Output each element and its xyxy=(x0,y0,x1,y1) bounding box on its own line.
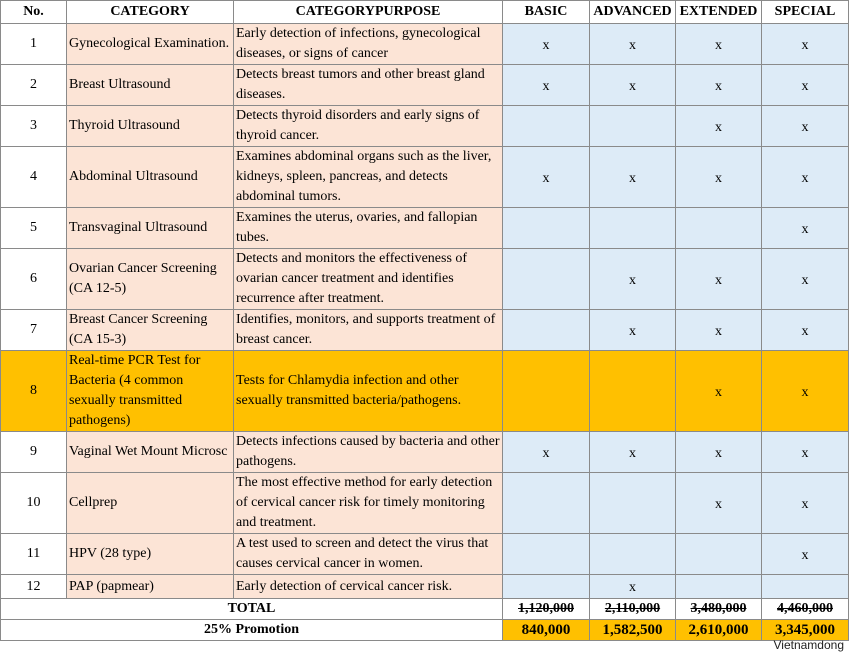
row-number: 1 xyxy=(1,24,67,65)
row-special-mark: x xyxy=(762,65,849,106)
table-row xyxy=(1,106,849,147)
row-basic-mark xyxy=(503,106,590,147)
header-advanced: ADVANCED xyxy=(590,1,676,24)
row-purpose: Detects infections caused by bacteria and other pathogens. xyxy=(234,432,503,473)
row-purpose: Detects thyroid disorders and early signs of thyroid cancer. xyxy=(234,106,503,147)
row-extended-mark: x xyxy=(676,310,762,351)
row-basic-mark xyxy=(503,249,590,310)
row-number: 4 xyxy=(1,147,67,208)
row-special-mark: x xyxy=(762,24,849,65)
row-special-mark: x xyxy=(762,106,849,147)
row-extended-mark: x xyxy=(676,106,762,147)
row-category: Cellprep xyxy=(67,473,234,534)
row-advanced-mark: x xyxy=(590,249,676,310)
row-advanced-mark: x xyxy=(590,24,676,65)
row-special-mark: x xyxy=(762,351,849,432)
row-category: Real-time PCR Test for Bacteria (4 common sexually transmitted pathogens) xyxy=(67,351,234,432)
row-extended-mark xyxy=(676,534,762,575)
header-row xyxy=(1,1,849,24)
total-advanced-price: 2,110,000 xyxy=(590,599,676,620)
row-category: Vaginal Wet Mount Microsc xyxy=(67,432,234,473)
row-category: Breast Cancer Screening (CA 15-3) xyxy=(67,310,234,351)
header-purpose: CATEGORYPURPOSE xyxy=(234,1,503,24)
row-basic-mark xyxy=(503,575,590,599)
row-advanced-mark: x xyxy=(590,575,676,599)
row-number: 11 xyxy=(1,534,67,575)
row-category: Thyroid Ultrasound xyxy=(67,106,234,147)
table-row xyxy=(1,473,849,534)
header-special: SPECIAL xyxy=(762,1,849,24)
promotion-basic-price: 840,000 xyxy=(503,620,590,641)
row-special-mark xyxy=(762,575,849,599)
row-purpose: Early detection of cervical cancer risk. xyxy=(234,575,503,599)
table-row xyxy=(1,24,849,65)
row-number: 10 xyxy=(1,473,67,534)
row-purpose: Examines the uterus, ovaries, and fallopian tubes. xyxy=(234,208,503,249)
row-special-mark: x xyxy=(762,432,849,473)
row-purpose: Tests for Chlamydia infection and other sexually transmitted bacteria/pathogens. xyxy=(234,351,503,432)
table-row xyxy=(1,249,849,310)
row-advanced-mark xyxy=(590,106,676,147)
row-advanced-mark xyxy=(590,351,676,432)
promotion-label: 25% Promotion xyxy=(1,620,503,641)
row-number: 6 xyxy=(1,249,67,310)
row-extended-mark: x xyxy=(676,351,762,432)
row-extended-mark: x xyxy=(676,432,762,473)
row-category: Abdominal Ultrasound xyxy=(67,147,234,208)
row-advanced-mark: x xyxy=(590,310,676,351)
row-purpose: Detects breast tumors and other breast gland diseases. xyxy=(234,65,503,106)
row-category: Gynecological Examination. xyxy=(67,24,234,65)
row-special-mark: x xyxy=(762,534,849,575)
row-basic-mark: x xyxy=(503,432,590,473)
row-basic-mark xyxy=(503,351,590,432)
row-category: Ovarian Cancer Screening (CA 12-5) xyxy=(67,249,234,310)
row-category: Breast Ultrasound xyxy=(67,65,234,106)
row-number: 8 xyxy=(1,351,67,432)
row-number: 7 xyxy=(1,310,67,351)
promotion-advanced-price: 1,582,500 xyxy=(590,620,676,641)
row-number: 9 xyxy=(1,432,67,473)
row-basic-mark xyxy=(503,208,590,249)
row-purpose: The most effective method for early detection of cervical cancer risk for timely monitoring and treatment. xyxy=(234,473,503,534)
header-basic: BASIC xyxy=(503,1,590,24)
header-no: No. xyxy=(1,1,67,24)
row-advanced-mark xyxy=(590,473,676,534)
header-extended: EXTENDED xyxy=(676,1,762,24)
table-row-highlighted xyxy=(1,351,849,432)
total-special-price: 4,460,000 xyxy=(762,599,849,620)
row-basic-mark xyxy=(503,310,590,351)
row-category: Transvaginal Ultrasound xyxy=(67,208,234,249)
row-basic-mark: x xyxy=(503,147,590,208)
row-extended-mark: x xyxy=(676,249,762,310)
promotion-row xyxy=(1,620,849,641)
row-basic-mark xyxy=(503,534,590,575)
row-category: HPV (28 type) xyxy=(67,534,234,575)
row-basic-mark: x xyxy=(503,24,590,65)
row-special-mark: x xyxy=(762,208,849,249)
promotion-extended-price: 2,610,000 xyxy=(676,620,762,641)
row-special-mark: x xyxy=(762,473,849,534)
row-purpose: A test used to screen and detect the virus that causes cervical cancer in women. xyxy=(234,534,503,575)
row-extended-mark: x xyxy=(676,24,762,65)
row-purpose: Detects and monitors the effectiveness of ovarian cancer treatment and identifies recurrence after treatment. xyxy=(234,249,503,310)
row-extended-mark xyxy=(676,575,762,599)
row-number: 2 xyxy=(1,65,67,106)
row-advanced-mark: x xyxy=(590,432,676,473)
total-row xyxy=(1,599,849,620)
row-basic-mark xyxy=(503,473,590,534)
row-special-mark: x xyxy=(762,249,849,310)
row-special-mark: x xyxy=(762,310,849,351)
row-extended-mark: x xyxy=(676,65,762,106)
table-row xyxy=(1,310,849,351)
header-category: CATEGORY xyxy=(67,1,234,24)
row-number: 5 xyxy=(1,208,67,249)
table-row xyxy=(1,432,849,473)
row-purpose: Identifies, monitors, and supports treatment of breast cancer. xyxy=(234,310,503,351)
table-row xyxy=(1,534,849,575)
row-number: 12 xyxy=(1,575,67,599)
total-basic-price: 1,120,000 xyxy=(503,599,590,620)
row-basic-mark: x xyxy=(503,65,590,106)
row-advanced-mark xyxy=(590,208,676,249)
table-row xyxy=(1,575,849,599)
promotion-special-price: 3,345,000 xyxy=(762,620,849,641)
table-row xyxy=(1,147,849,208)
row-extended-mark: x xyxy=(676,473,762,534)
row-special-mark: x xyxy=(762,147,849,208)
total-label: TOTAL xyxy=(1,599,503,620)
row-advanced-mark: x xyxy=(590,147,676,208)
total-extended-price: 3,480,000 xyxy=(676,599,762,620)
row-extended-mark: x xyxy=(676,147,762,208)
table-row xyxy=(1,65,849,106)
row-advanced-mark xyxy=(590,534,676,575)
row-extended-mark xyxy=(676,208,762,249)
row-number: 3 xyxy=(1,106,67,147)
row-category: PAP (papmear) xyxy=(67,575,234,599)
row-purpose: Early detection of infections, gynecological diseases, or signs of cancer xyxy=(234,24,503,65)
row-advanced-mark: x xyxy=(590,65,676,106)
table-row xyxy=(1,208,849,249)
row-purpose: Examines abdominal organs such as the liver, kidneys, spleen, pancreas, and detects abdominal tumors. xyxy=(234,147,503,208)
currency-note: Vietnamdong xyxy=(773,638,844,652)
